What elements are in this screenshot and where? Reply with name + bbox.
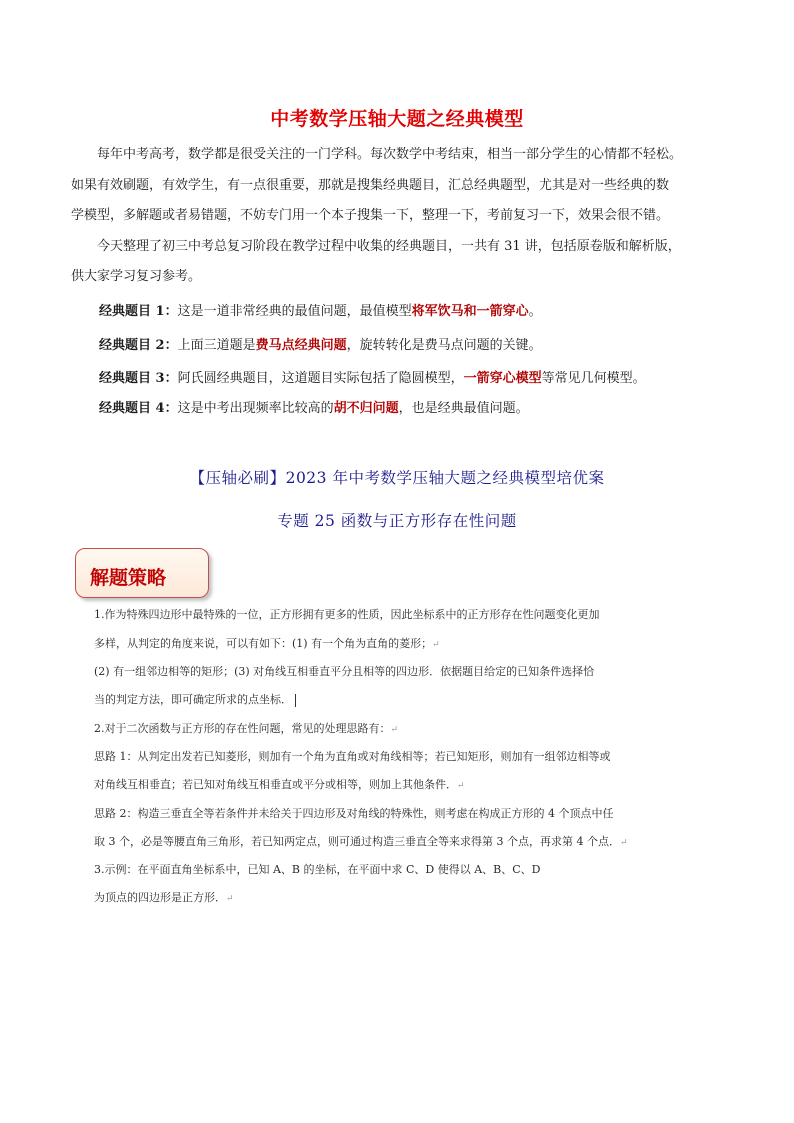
paragraph-mark: ↵ bbox=[432, 640, 440, 650]
strategy-heading-box bbox=[75, 548, 209, 598]
classic-item-1 bbox=[99, 302, 542, 322]
bracket-close: 】 bbox=[269, 469, 286, 487]
intro-line: 每年中考高考，数学都是很受关注的一门学科。每次数学中考结束，相当一部分学生的心情都不轻松。 bbox=[97, 147, 683, 162]
bracket-text: 压轴必刷 bbox=[205, 469, 270, 487]
series-title bbox=[0, 466, 794, 488]
classic-item-2 bbox=[99, 336, 542, 356]
item-highlight: 将军饮马和一箭穿心 bbox=[411, 304, 529, 319]
classic-item-3 bbox=[99, 369, 646, 389]
body-line: 为顶点的四边形是正方形．↵ bbox=[94, 891, 234, 904]
classic-item-4 bbox=[99, 399, 529, 419]
item-label: 经典题目 2： bbox=[99, 338, 178, 353]
body-line: 多样，从判定的角度来说，可以有如下：(1) 有一个角为直角的菱形；↵ bbox=[94, 637, 440, 650]
main-title: 中考数学压轴大题之经典模型 bbox=[270, 108, 524, 130]
body-line: 2.对于二次函数与正方形的存在性问题，常见的处理思路有：↵ bbox=[94, 722, 399, 735]
paragraph-mark: ↵ bbox=[390, 725, 399, 735]
body-line: 1.作为特殊四边形中最特殊的一位，正方形拥有更多的性质，因此坐标系中的正方形存在性问题变化更加 bbox=[94, 608, 600, 621]
paragraph-mark: ↵ bbox=[619, 838, 628, 848]
body-line: 思路 1：从判定出发若已知菱形，则加有一个角为直角或对角线相等；若已知矩形，则加有一组邻边相等或 bbox=[94, 750, 611, 763]
paragraph-mark: ↵ bbox=[457, 781, 465, 791]
item-highlight: 一箭穿心模型 bbox=[463, 371, 542, 386]
item-text-end: 。 bbox=[528, 304, 542, 319]
intro-line: 今天整理了初三中考总复习阶段在教学过程中收集的经典题目，一共有 31 讲，包括原卷版和解析版， bbox=[97, 238, 681, 254]
body-line: 对角线互相垂直；若已知对角线互相垂直或平分或相等，则加上其他条件．↵ bbox=[94, 778, 465, 791]
paragraph-mark: ↵ bbox=[226, 894, 234, 904]
body-line: (2) 有一组邻边相等的矩形；(3) 对角线互相垂直平分且相等的四边形．依据题目给定的已知条件选择恰 bbox=[94, 665, 595, 678]
body-line: 思路 2：构造三垂直全等若条件并未给关于四边形及对角线的特殊性，则考虑在构成正方形的 4 个顶点中任 bbox=[94, 807, 614, 820]
intro-line: 如果有效刷题，有效学生，有一点很重要，那就是搜集经典题目，汇总经典题型，尤其是对一些经典的数 bbox=[71, 177, 670, 193]
text-cursor bbox=[295, 694, 296, 707]
body-line: 3.示例：在平面直角坐标系中，已知 A、B 的坐标，在平面中求 C、D 使得以 A、B、C、D bbox=[94, 863, 541, 876]
item-label: 经典题目 3： bbox=[99, 371, 178, 386]
item-highlight: 费马点经典问题 bbox=[255, 338, 347, 353]
intro-line: 供大家学习复习参考。 bbox=[71, 269, 202, 284]
intro-line: 学模型，多解题或者易错题，不妨专门用一个本子搜集一下，整理一下，考前复习一下，效果会很不错。 bbox=[71, 208, 670, 223]
body-line: 取 3 个，必是等腰直角三角形，若已知两定点，则可通过构造三垂直全等来求得第 3 个点，再求第 4 个点．↵ bbox=[94, 835, 628, 848]
item-text-end: ，旋转转化是费马点问题的关键。 bbox=[346, 338, 542, 353]
item-text-end: ，也是经典最值问题。 bbox=[398, 401, 529, 416]
item-label: 经典题目 1： bbox=[99, 304, 178, 319]
item-label: 经典题目 4： bbox=[99, 401, 178, 416]
bracket-open: 【 bbox=[189, 469, 206, 487]
item-text-end: 等常见几何模型。 bbox=[541, 371, 646, 386]
intro-section bbox=[71, 140, 743, 293]
strategy-heading: 解题策略 bbox=[90, 567, 167, 589]
item-text: 阿氏圆经典题目，这道题目实际包括了隐圆模型， bbox=[177, 371, 464, 386]
item-text: 这是一道非常经典的最值问题，最值模型 bbox=[177, 304, 412, 319]
item-text: 这是中考出现频率比较高的 bbox=[177, 401, 334, 416]
series-title-text: 2023 年中考数学压轴大题之经典模型培优案 bbox=[285, 469, 605, 487]
item-highlight: 胡不归问题 bbox=[333, 401, 399, 416]
topic-subtitle: 专题 25 函数与正方形存在性问题 bbox=[277, 512, 517, 530]
item-text: 上面三道题是 bbox=[177, 338, 256, 353]
body-line: 当的判定方法，即可确定所求的点坐标． bbox=[94, 693, 296, 707]
